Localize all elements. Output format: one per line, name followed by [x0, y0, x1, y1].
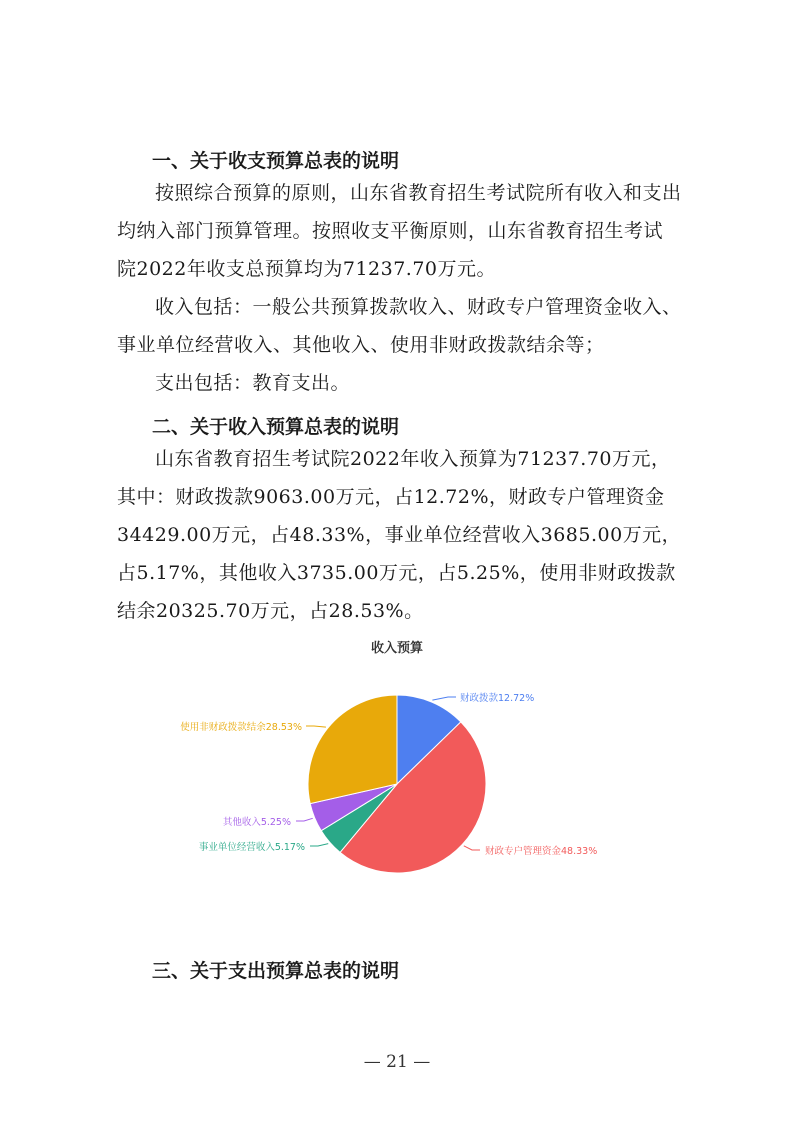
pie-leader-line: [432, 697, 456, 700]
section-1-paragraph-1: 按照综合预算的原则，山东省教育招生考试院所有收入和支出均纳入部门预算管理。按照收支平衡原则，山东省教育招生考试院2022年收支总预算均为71237.70万元。: [117, 182, 682, 280]
pie-slice: [308, 695, 397, 804]
section-2-heading: 二、关于收入预算总表的说明: [152, 416, 400, 438]
pie-slice-label: 事业单位经营收入5.17%: [198, 842, 305, 853]
pie-slice-label: 其他收入5.25%: [222, 817, 291, 828]
section-1-heading: 一、关于收支预算总表的说明: [152, 150, 400, 172]
pie-slice-label: 财政拨款12.72%: [460, 693, 535, 704]
section-3-heading: 三、关于支出预算总表的说明: [152, 960, 400, 982]
pie-leader-line: [296, 818, 313, 821]
pie-slice-label: 财政专户管理资金48.33%: [485, 846, 598, 857]
section-1-paragraph-3: 支出包括：教育支出。: [155, 372, 351, 394]
pie-leader-line: [310, 844, 328, 846]
page-number: — 21 —: [363, 1052, 431, 1072]
pie-leader-line: [464, 846, 480, 850]
pie-slice-label: 使用非财政拨款结余28.53%: [180, 722, 302, 733]
section-1-paragraph-2: 收入包括：一般公共预算拨款收入、财政专户管理资金收入、事业单位经营收入、其他收入、使用非财政拨款结余等；: [117, 296, 682, 356]
chart-title: 收入预算: [370, 641, 423, 656]
section-2-paragraph-1: 山东省教育招生考试院2022年收入预算为71237.70万元，其中：财政拨款9063.00万元，占12.72%，财政专户管理资金34429.00万元，占48.33%，事业单位经营收入3685.00万元，占5.17%，其他收入3735.00万元，占5.25%，使用非财政拨款结余20325.70万元，占28.53%。: [117, 448, 682, 622]
pie-leader-line: [306, 726, 326, 727]
